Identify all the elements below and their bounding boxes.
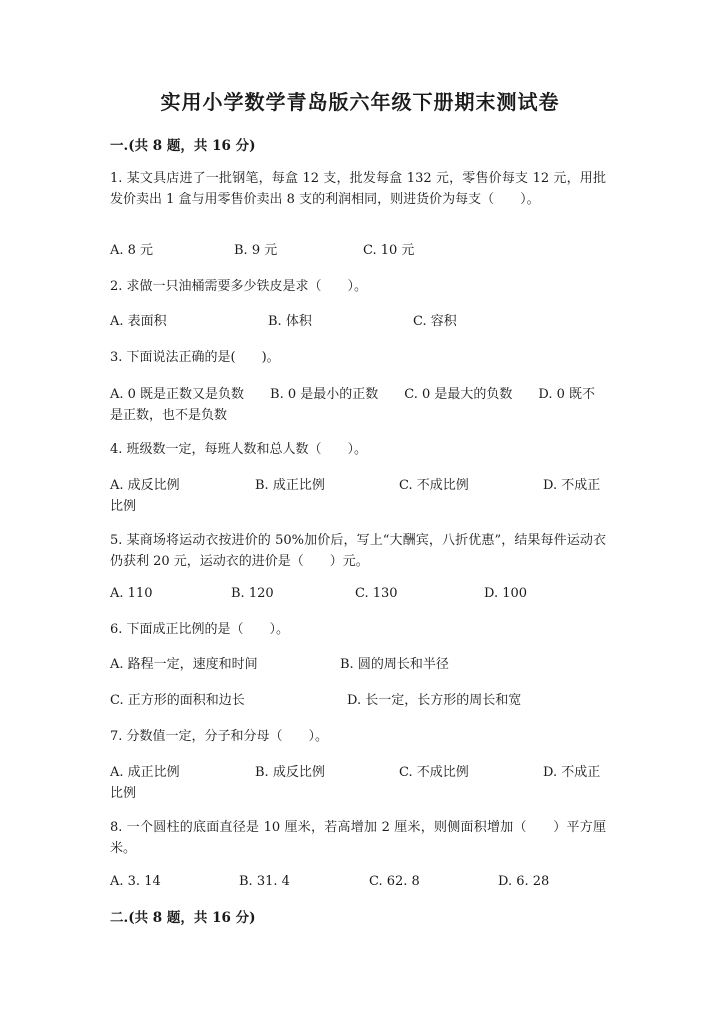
page-title: 实用小学数学青岛版六年级下册期末测试卷 <box>160 90 560 114</box>
option-b: B. 9 元 <box>234 243 278 258</box>
option-c: C. 不成比例 <box>399 765 469 780</box>
option-d: D. 不成正 <box>543 765 601 780</box>
question-7-options-tail: 比例 <box>110 786 137 801</box>
question-8: 8. 一个圆柱的底面直径是 10 厘米，若高增加 2 厘米，则侧面积增加（ ）平方厘米。 <box>110 820 606 856</box>
option-a: A. 路程一定，速度和时间 <box>110 657 258 672</box>
question-6: 6. 下面成正比例的是（ ）。 <box>110 622 290 637</box>
option-a: A. 表面积 <box>110 314 167 329</box>
option-c: C. 62. 8 <box>369 874 420 889</box>
option-d: D. 100 <box>484 586 528 601</box>
option-c: C. 10 元 <box>363 243 415 258</box>
option-b: B. 体积 <box>268 314 312 329</box>
question-1: 1. 某文具店进了一批钢笔，每盒 12 支，批发每盒 132 元，零售价每支 12 元，用批发价卖出 1 盒与用零售价卖出 8 支的利润相同，则进货价为每支（ ）。 <box>110 171 606 207</box>
option-c: C. 不成比例 <box>399 478 469 493</box>
question-4: 4. 班级数一定，每班人数和总人数（ ）。 <box>110 442 368 457</box>
option-c: C. 容积 <box>413 314 457 329</box>
question-5: 5. 某商场将运动衣按进价的 50%加价后，写上“大酬宾，八折优惠”，结果每件运动衣仍获利 20 元，运动衣的进价是（ ）元。 <box>110 533 606 569</box>
question-3-options: A. 0 既是正数又是负数 B. 0 是最小的正数 C. 0 是最大的负数 D. 0 既不是正数，也不是负数 <box>110 387 596 423</box>
option-b: B. 成正比例 <box>255 478 325 493</box>
option-a: A. 成正比例 <box>110 765 180 780</box>
option-c: C. 正方形的面积和边长 <box>110 693 245 708</box>
option-b: B. 成反比例 <box>255 765 325 780</box>
section-heading-2: 二.(共 8 题，共 16 分) <box>110 910 256 926</box>
option-c: C. 130 <box>355 586 398 601</box>
section-heading-1: 一.(共 8 题，共 16 分) <box>110 138 256 154</box>
option-b: B. 圆的周长和半径 <box>340 657 449 672</box>
option-a: A. 8 元 <box>110 243 154 258</box>
option-d: D. 不成正 <box>543 478 601 493</box>
question-7: 7. 分数值一定，分子和分母（ ）。 <box>110 729 329 744</box>
option-a: A. 成反比例 <box>110 478 180 493</box>
question-3: 3. 下面说法正确的是( )。 <box>110 350 280 365</box>
option-a: A. 3. 14 <box>110 874 161 889</box>
option-b: B. 31. 4 <box>239 874 290 889</box>
option-d: D. 6. 28 <box>498 874 550 889</box>
question-2: 2. 求做一只油桶需要多少铁皮是求（ ）。 <box>110 279 368 294</box>
option-d: D. 长一定，长方形的周长和宽 <box>347 693 522 708</box>
option-b: B. 120 <box>231 586 274 601</box>
option-a: A. 110 <box>110 586 153 601</box>
question-4-options-tail: 比例 <box>110 499 137 514</box>
